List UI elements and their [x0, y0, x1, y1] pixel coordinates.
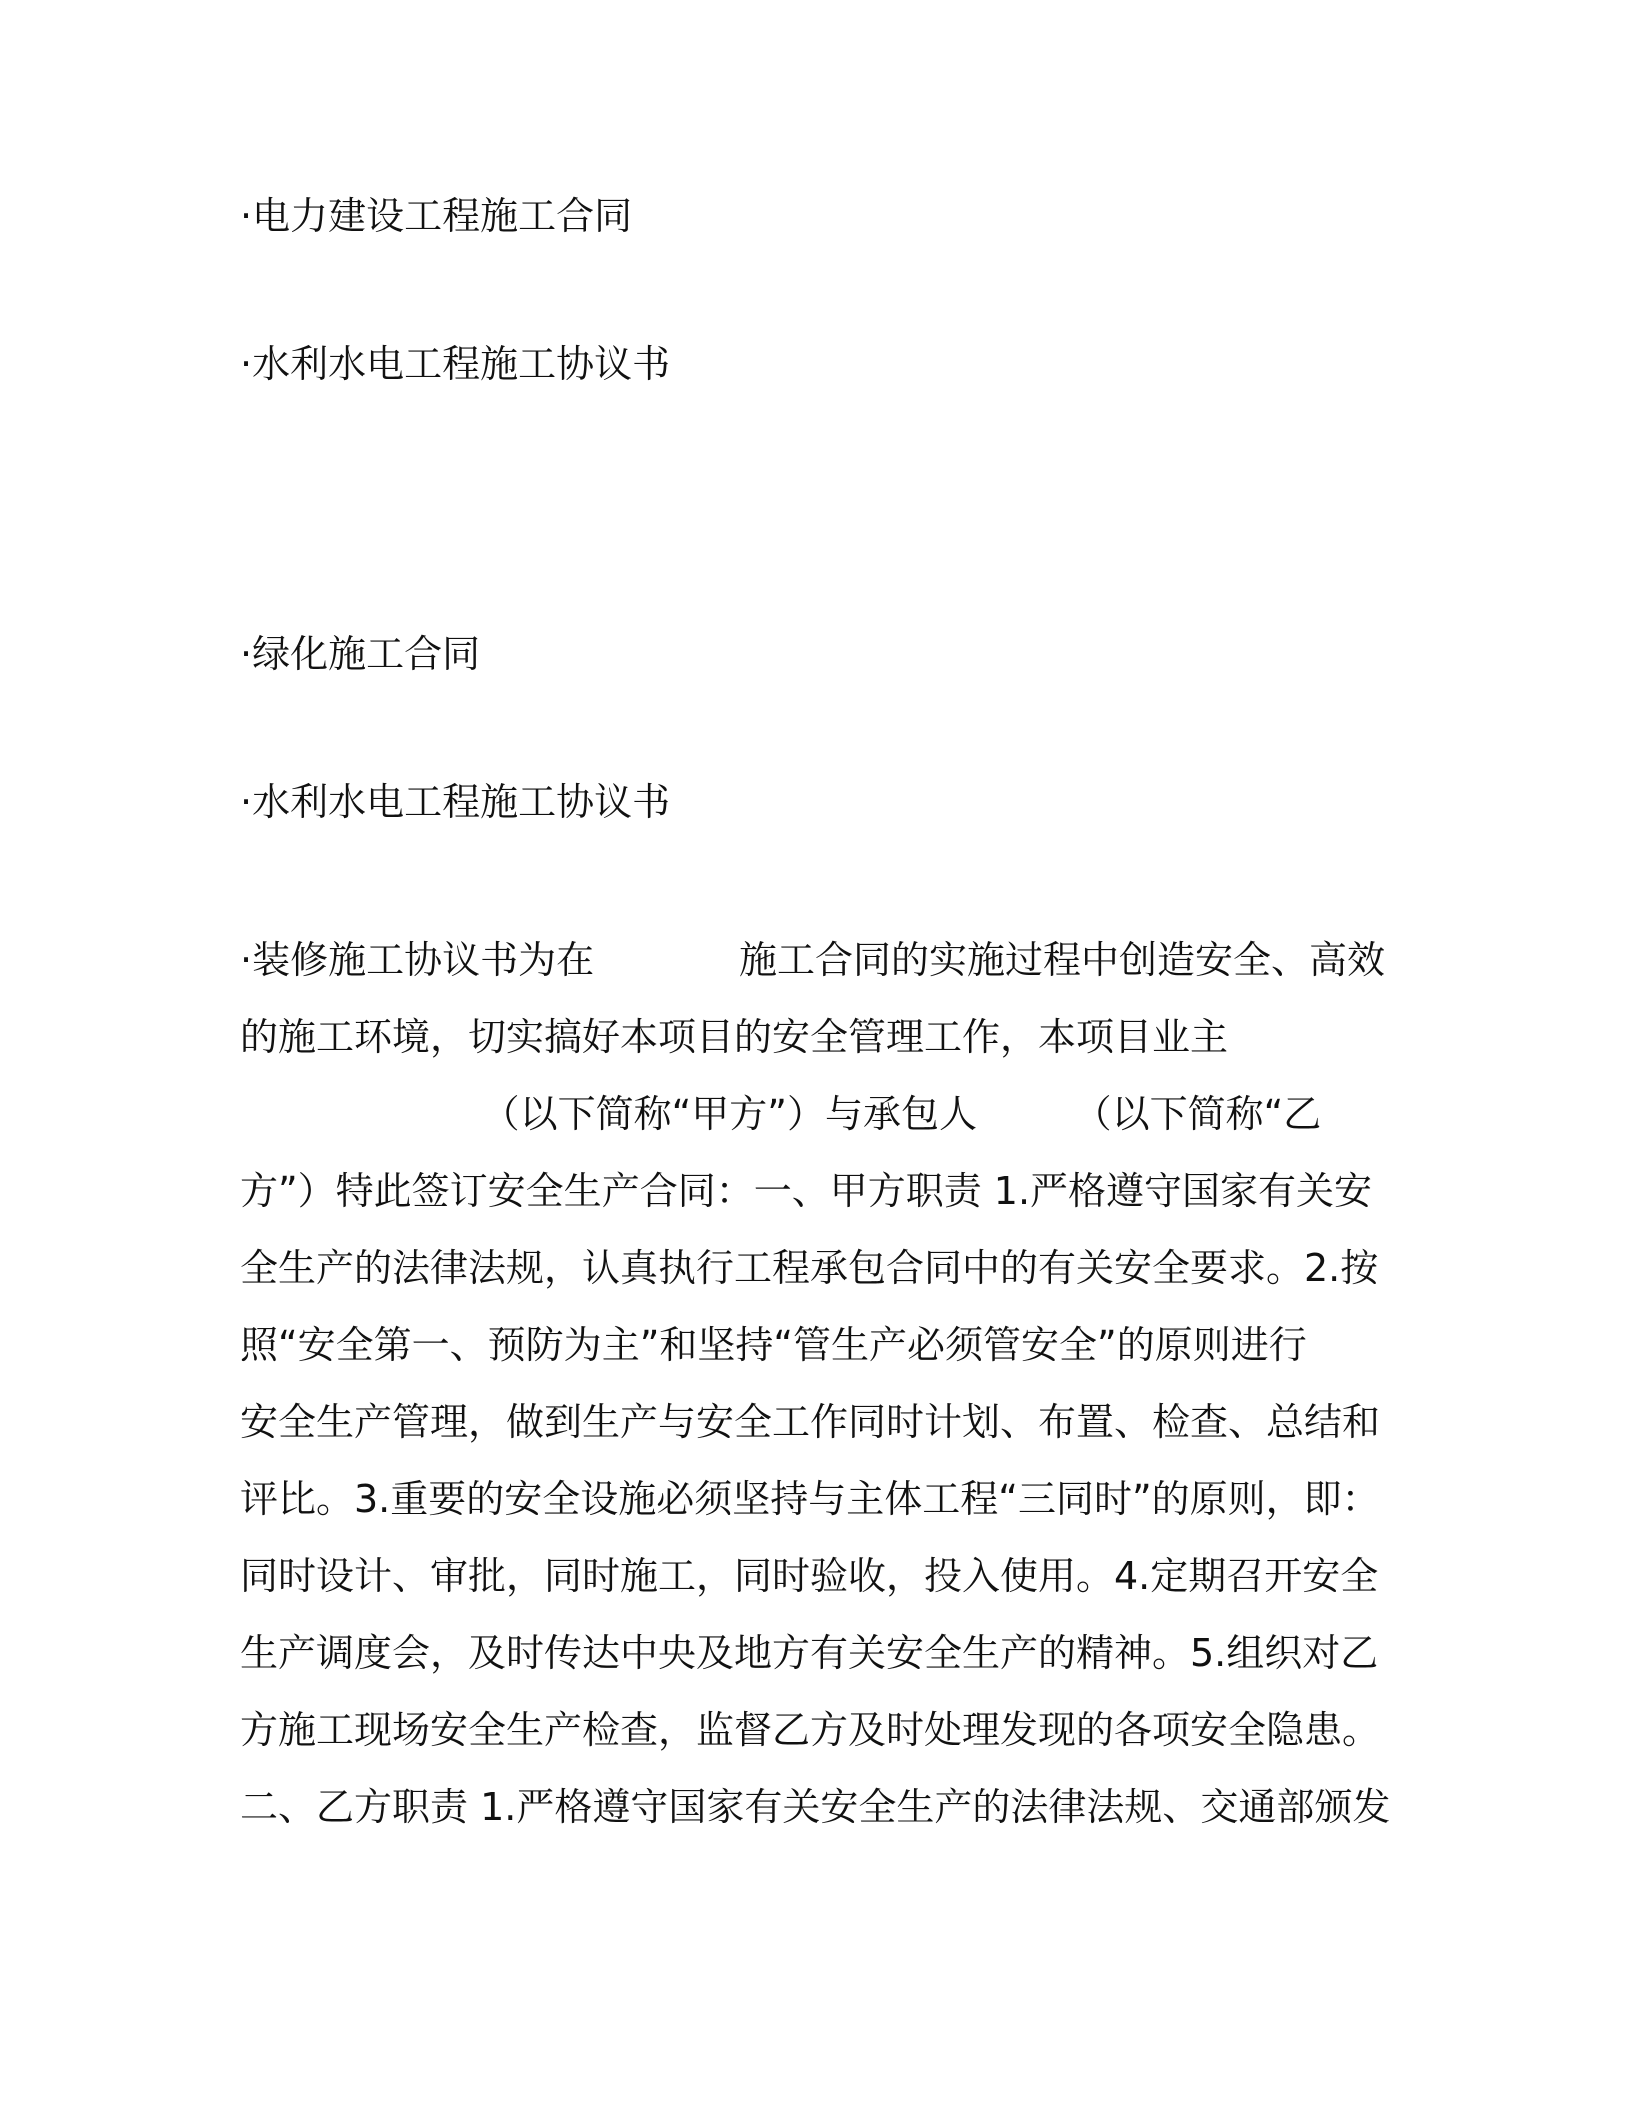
body-line: 照“安全第一、预防为主”和坚持“管生产必须管安全”的原则进行	[240, 1323, 1307, 1367]
body-line: ·装修施工协议书为在 施工合同的实施过程中创造安全、高效	[240, 938, 1386, 982]
list-item-greening-contract: ·绿化施工合同	[240, 632, 481, 676]
body-line: 生产调度会，及时传达中央及地方有关安全生产的精神。5.组织对乙	[240, 1631, 1379, 1675]
list-item-hydro-agreement-2: ·水利水电工程施工协议书	[240, 780, 671, 824]
body-line: 安全生产管理，做到生产与安全工作同时计划、布置、检查、总结和	[240, 1400, 1381, 1444]
list-item-power-contract: ·电力建设工程施工合同	[240, 194, 633, 238]
body-line: 方”）特此签订安全生产合同：一、甲方职责 1.严格遵守国家有关安	[240, 1169, 1373, 1213]
body-line: 方施工现场安全生产检查，监督乙方及时处理发现的各项安全隐患。	[240, 1708, 1381, 1752]
body-line: 全生产的法律法规，认真执行工程承包合同中的有关安全要求。2.按	[240, 1246, 1379, 1290]
body-line: 评比。3.重要的安全设施必须坚持与主体工程“三同时”的原则，即：	[240, 1477, 1380, 1521]
list-item-hydro-agreement: ·水利水电工程施工协议书	[240, 342, 671, 386]
body-line: 的施工环境，切实搞好本项目的安全管理工作，本项目业主	[240, 1015, 1229, 1059]
body-line: （以下简称“甲方”）与承包人 （以下简称“乙	[240, 1092, 1322, 1136]
contract-body-text	[240, 934, 1410, 1858]
body-line: 同时设计、审批，同时施工，同时验收，投入使用。4.定期召开安全	[240, 1554, 1379, 1598]
body-line: 二、乙方职责 1.严格遵守国家有关安全生产的法律法规、交通部颁发	[240, 1785, 1391, 1829]
